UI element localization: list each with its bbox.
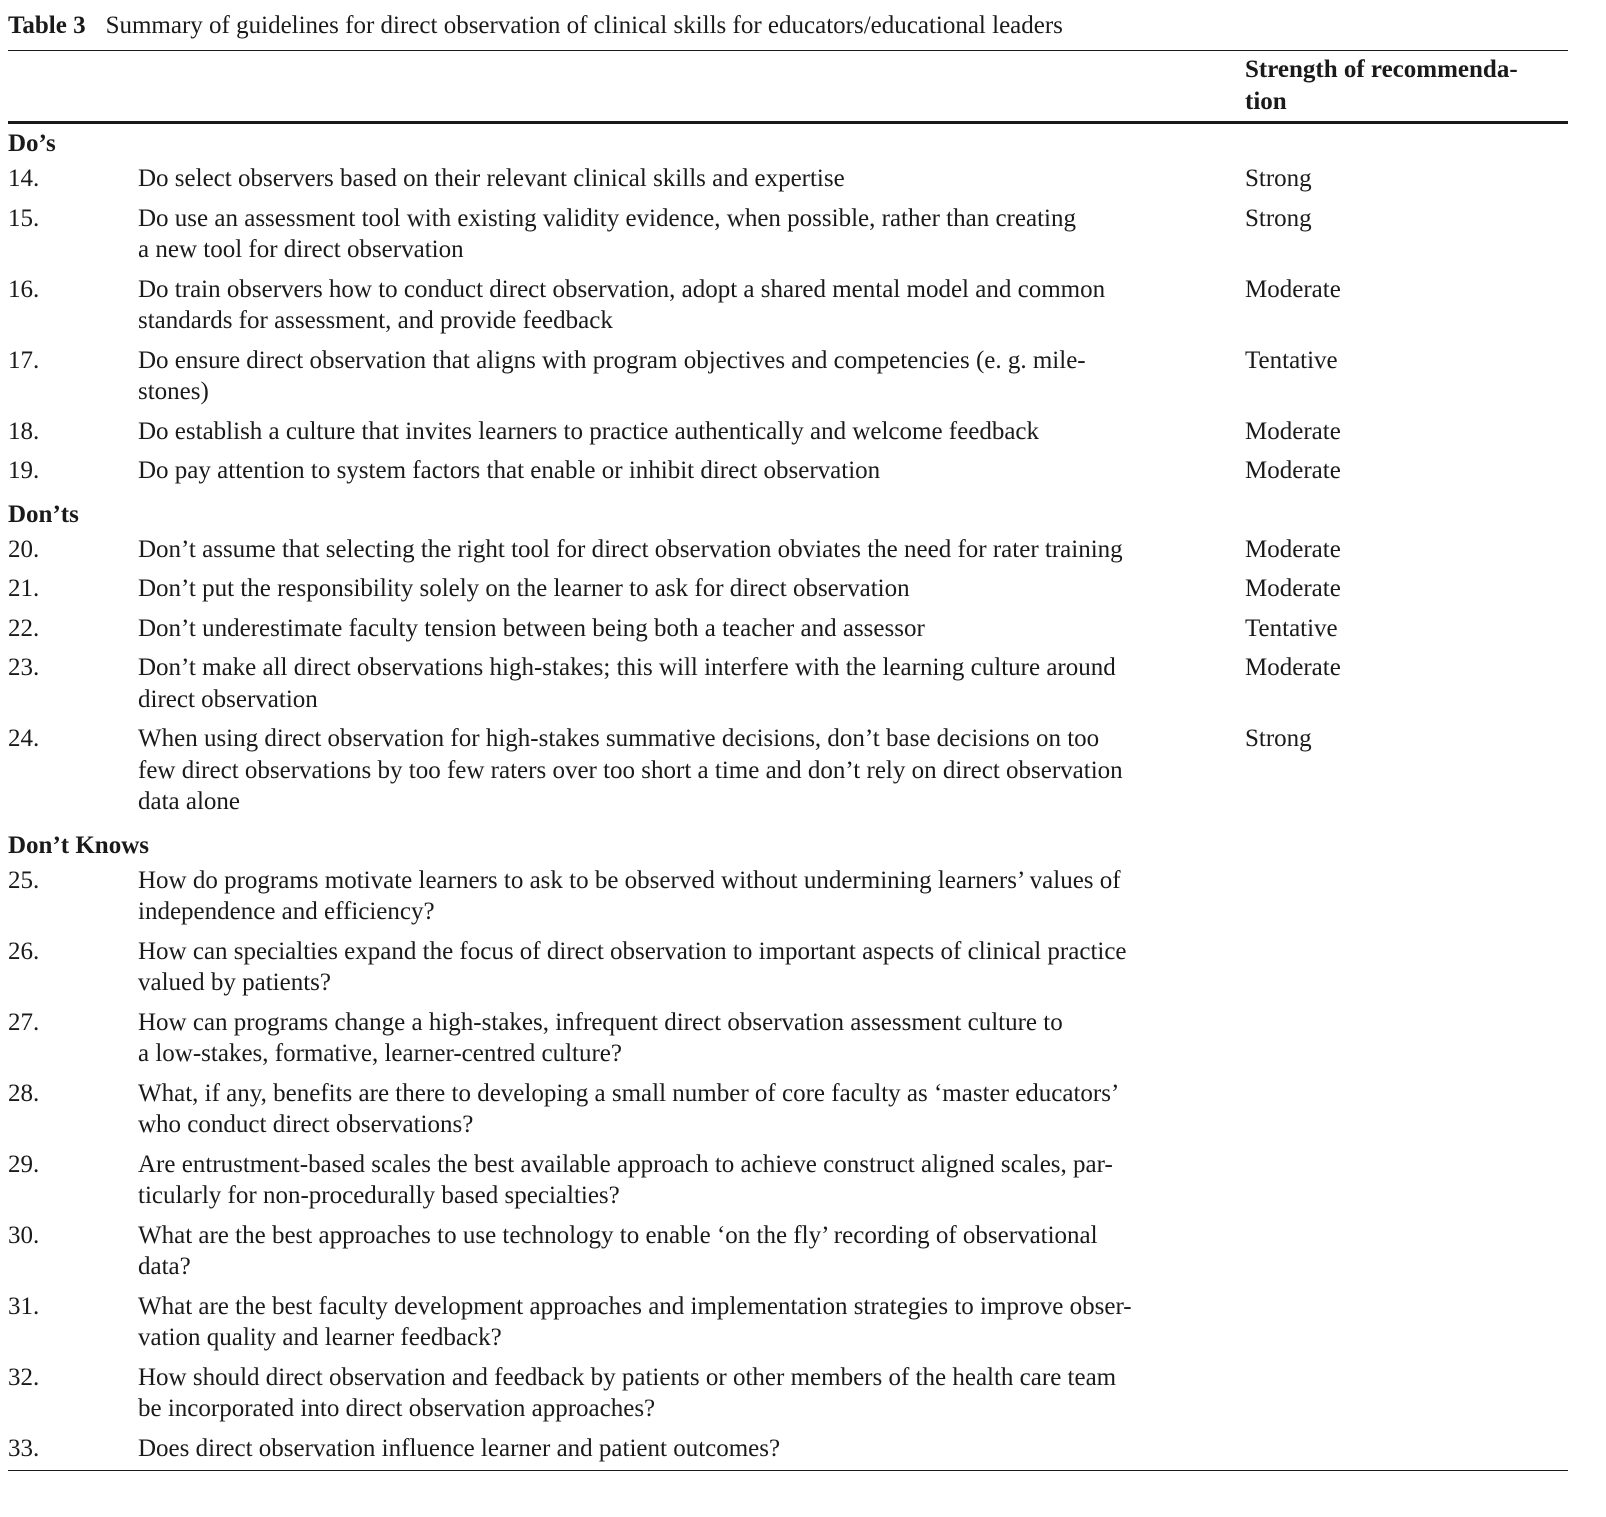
row-text-line: How can programs change a high-stakes, infrequent direct observation assessment culture to <box>138 1008 1063 1036</box>
row-text-line: who conduct direct observations? <box>138 1111 474 1138</box>
row-text <box>138 1220 1208 1283</box>
table-row <box>8 163 1568 203</box>
section-heading: Do’s <box>8 130 56 157</box>
table-row <box>8 573 1568 613</box>
row-strength: Moderate <box>1245 275 1341 303</box>
row-text-line: be incorporated into direct observation approaches? <box>138 1395 656 1422</box>
table-body <box>8 124 1568 1472</box>
strength-header-line-2: tion <box>1245 87 1287 115</box>
row-text-line: standards for assessment, and provide feedback <box>138 307 613 334</box>
table-title: Summary of guidelines for direct observation of clinical skills for educators/educational leaders <box>105 12 1063 39</box>
row-text <box>138 534 1208 566</box>
row-text-line: Are entrustment-based scales the best available approach to achieve construct aligned scales, par- <box>138 1150 1113 1178</box>
row-text <box>138 416 1208 448</box>
row-text <box>138 652 1208 715</box>
table-page <box>8 8 1568 1471</box>
table-row <box>8 416 1568 456</box>
table-label: Table 3 <box>8 12 86 39</box>
table-row <box>8 274 1568 345</box>
row-text <box>138 1078 1208 1141</box>
table-row <box>8 345 1568 416</box>
row-text-line: Do pay attention to system factors that enable or inhibit direct observation <box>138 457 881 484</box>
row-text <box>138 203 1208 266</box>
row-text <box>138 455 1208 487</box>
row-number: 30. <box>8 1221 40 1249</box>
row-text-line: How should direct observation and feedback by patients or other members of the health care team <box>138 1363 1117 1391</box>
row-strength: Tentative <box>1245 614 1338 642</box>
row-strength: Tentative <box>1245 346 1338 374</box>
row-number: 24. <box>8 725 40 752</box>
row-text-line: stones) <box>138 378 209 405</box>
row-number: 14. <box>8 165 40 192</box>
table-row <box>8 1362 1568 1433</box>
row-text-line: ticularly for non-procedurally based specialties? <box>138 1182 620 1209</box>
row-number: 22. <box>8 614 40 642</box>
row-number: 20. <box>8 535 40 563</box>
row-text <box>138 163 1208 195</box>
row-number: 21. <box>8 575 40 602</box>
row-text <box>138 1007 1208 1070</box>
row-number: 16. <box>8 275 40 303</box>
row-text-line: data? <box>138 1253 191 1280</box>
row-number: 27. <box>8 1008 40 1036</box>
row-number: 25. <box>8 866 40 894</box>
row-number: 15. <box>8 204 40 232</box>
row-text <box>138 274 1208 337</box>
table-row <box>8 534 1568 574</box>
row-number: 26. <box>8 937 40 965</box>
table-header <box>8 51 1568 121</box>
row-text-line: independence and efficiency? <box>138 898 435 925</box>
row-text-line: direct observation <box>138 685 318 713</box>
row-text-line: a low-stakes, formative, learner-centred culture? <box>138 1040 622 1067</box>
row-strength: Moderate <box>1245 457 1341 484</box>
row-text-line: How can specialties expand the focus of direct observation to important aspects of clinical practice <box>138 937 1127 965</box>
row-text-line: vation quality and learner feedback? <box>138 1324 502 1351</box>
row-strength: Moderate <box>1245 535 1341 563</box>
row-text-line: When using direct observation for high-stakes summative decisions, don’t base decisions on too <box>138 725 1100 752</box>
row-text <box>138 573 1208 605</box>
row-text-line: Don’t assume that selecting the right tool for direct observation obviates the need for rater training <box>138 535 1123 563</box>
table-row <box>8 1007 1568 1078</box>
section-heading: Don’ts <box>8 500 79 528</box>
row-number: 19. <box>8 457 40 484</box>
row-text-line: Do train observers how to conduct direct observation, adopt a shared mental model and common <box>138 275 1106 303</box>
row-text-line: How do programs motivate learners to ask to be observed without undermining learners’ values of <box>138 866 1121 894</box>
row-text <box>138 1291 1208 1354</box>
table-row <box>8 865 1568 936</box>
table-row <box>8 1078 1568 1149</box>
row-strength: Moderate <box>1245 654 1341 681</box>
table-row <box>8 1291 1568 1362</box>
table-row <box>8 652 1568 723</box>
row-text-line: few direct observations by too few raters over too short a time and don’t rely on direct observation <box>138 756 1123 784</box>
row-text <box>138 865 1208 928</box>
row-number: 23. <box>8 654 40 681</box>
table-row <box>8 723 1568 826</box>
row-text <box>138 723 1208 818</box>
row-text-line: data alone <box>138 788 241 815</box>
row-number: 28. <box>8 1079 40 1107</box>
table-row <box>8 1149 1568 1220</box>
section-heading: Don’t Knows <box>8 831 149 859</box>
strength-column-header <box>1245 51 1545 117</box>
row-text <box>138 1149 1208 1212</box>
row-number: 18. <box>8 417 40 445</box>
row-text <box>138 613 1208 645</box>
table-row <box>8 203 1568 274</box>
row-text-line: Don’t put the responsibility solely on the learner to ask for direct observation <box>138 575 910 602</box>
row-strength: Strong <box>1245 725 1312 752</box>
row-strength: Strong <box>1245 204 1312 232</box>
row-number: 17. <box>8 346 40 374</box>
row-text-line: Do ensure direct observation that aligns with program objectives and competencies (e. g. mile- <box>138 346 1086 374</box>
table-caption <box>8 8 1568 44</box>
row-text <box>138 936 1208 999</box>
row-number: 29. <box>8 1150 40 1178</box>
row-text-line: What are the best approaches to use technology to enable ‘on the fly’ recording of observational <box>138 1221 1098 1249</box>
row-text <box>138 1433 1208 1465</box>
row-text-line: valued by patients? <box>138 969 331 996</box>
table-row <box>8 455 1568 495</box>
table-row <box>8 1220 1568 1291</box>
row-text-line: What, if any, benefits are there to developing a small number of core faculty as ‘master educators’ <box>138 1079 1120 1107</box>
row-number: 33. <box>8 1434 40 1462</box>
row-text <box>138 1362 1208 1425</box>
table-row <box>8 936 1568 1007</box>
row-strength: Strong <box>1245 165 1312 192</box>
row-number: 32. <box>8 1363 40 1391</box>
row-strength: Moderate <box>1245 417 1341 445</box>
row-strength: Moderate <box>1245 575 1341 602</box>
row-text-line: What are the best faculty development approaches and implementation strategies to improve obser- <box>138 1292 1132 1320</box>
row-text-line: Do establish a culture that invites learners to practice authentically and welcome feedback <box>138 417 1040 445</box>
row-text-line: a new tool for direct observation <box>138 236 464 263</box>
row-text-line: Don’t underestimate faculty tension between being both a teacher and assessor <box>138 614 925 642</box>
row-text <box>138 345 1208 408</box>
strength-header-line-1: Strength of recommenda- <box>1245 56 1518 83</box>
row-text-line: Don’t make all direct observations high-stakes; this will interfere with the learning culture around <box>138 654 1116 681</box>
row-text-line: Does direct observation influence learner and patient outcomes? <box>138 1434 781 1462</box>
row-text-line: Do use an assessment tool with existing validity evidence, when possible, rather than creating <box>138 204 1076 232</box>
row-text-line: Do select observers based on their relevant clinical skills and expertise <box>138 165 845 192</box>
table-row <box>8 613 1568 653</box>
table-row <box>8 1433 1568 1473</box>
row-number: 31. <box>8 1292 40 1320</box>
